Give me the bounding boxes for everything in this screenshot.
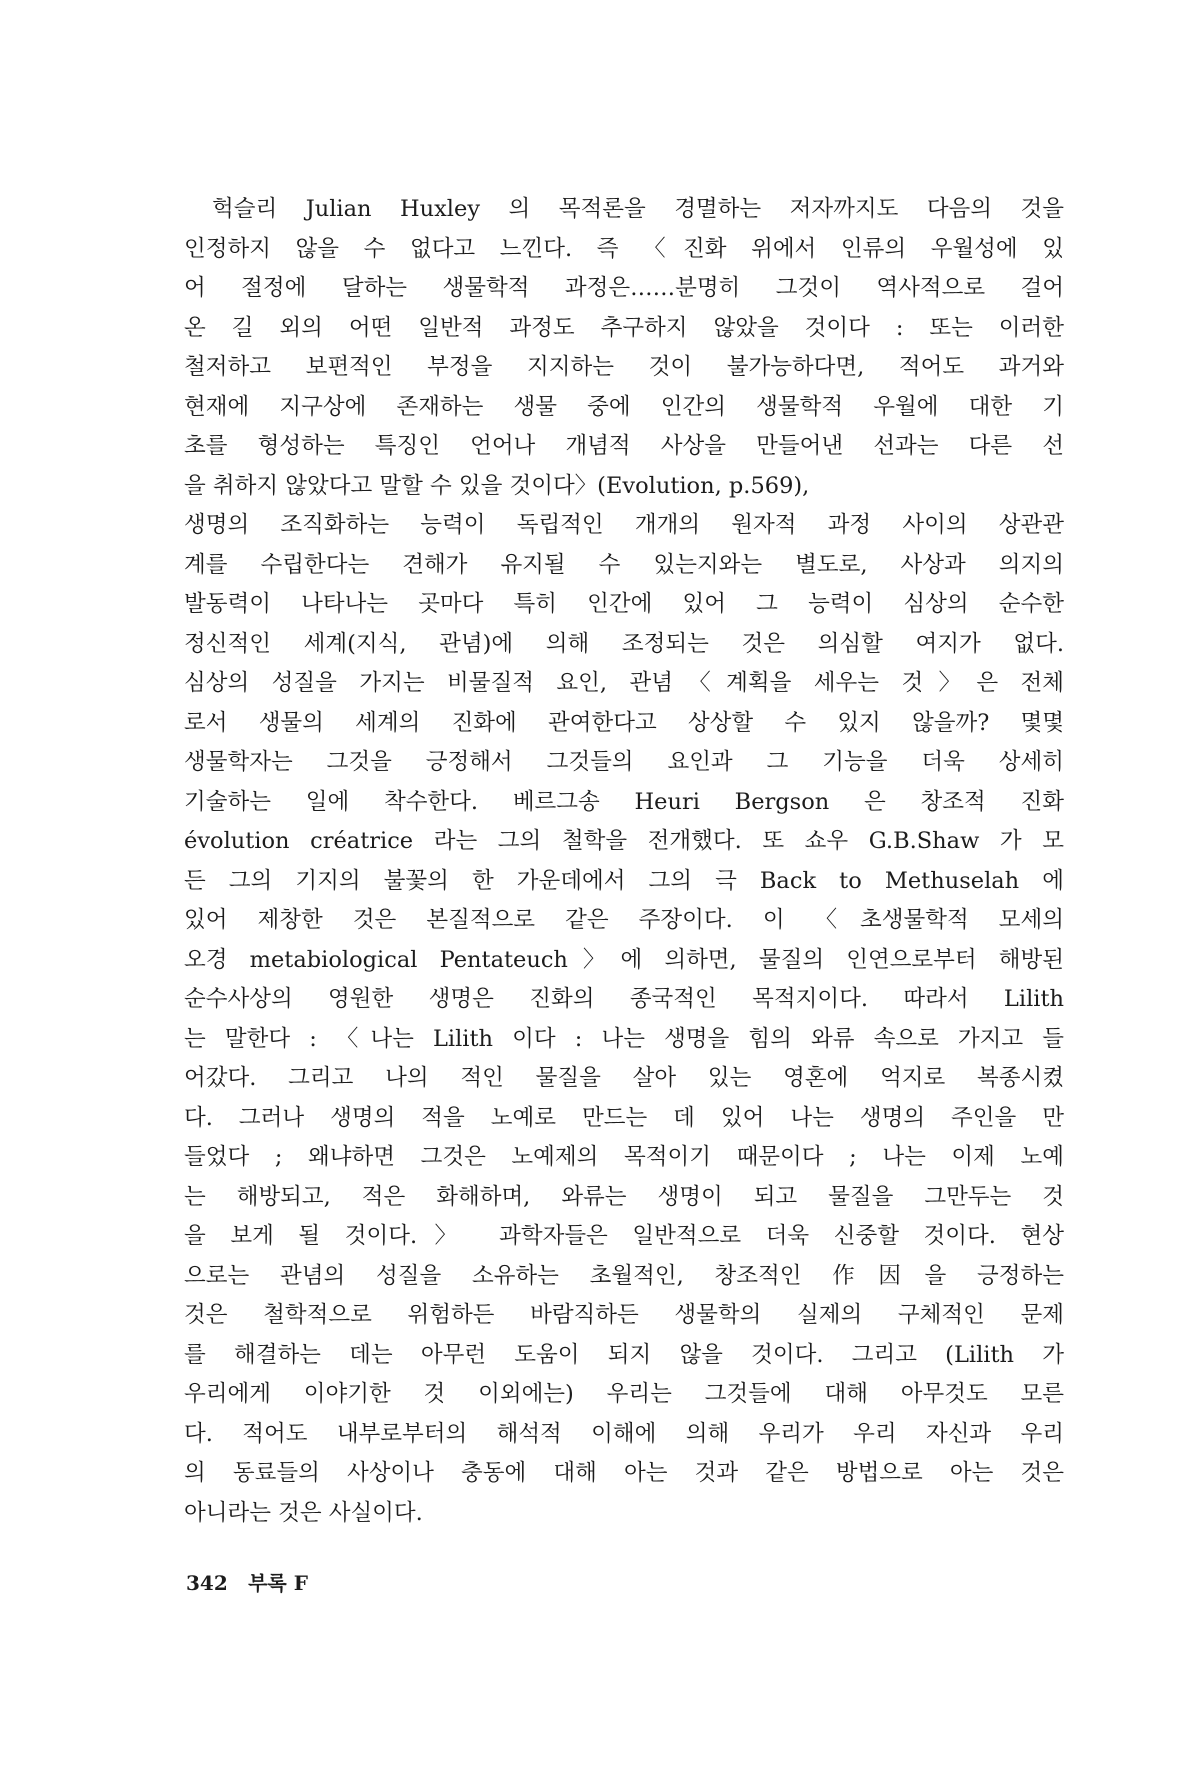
text-line: 인정하지 않을 수 없다고 느낀다. 즉 〈진화 위에서 인류의 우월성에 있: [184, 235, 1064, 262]
text-line: 순수사상의 영원한 생명은 진화의 종국적인 목적지이다. 따라서 Lilith: [184, 986, 1064, 1012]
text-line: 로서 생물의 세계의 진화에 관여한다고 상상할 수 있지 않을까? 몇몇: [184, 709, 1064, 736]
text-line: évolution créatrice 라는 그의 철학을 전개했다. 또 쇼우 G.B.Shaw 가 모: [184, 828, 1064, 854]
text-line: 생물학자는 그것을 긍정해서 그것들의 요인과 그 기능을 더욱 상세히: [184, 749, 1064, 775]
text-line: 정신적인 세계(지식, 관념)에 의해 조정되는 것은 의심할 여지가 없다.: [184, 630, 1064, 657]
text-line: 것은 철학적으로 위험하든 바람직하든 생물학의 실제의 구체적인 문제: [184, 1302, 1064, 1328]
text-line: 발동력이 나타나는 곳마다 특히 인간에 있어 그 능력이 심상의 순수한: [184, 591, 1064, 617]
page-number: 342: [186, 1571, 228, 1595]
text-line: 어 절정에 달하는 생물학적 과정은……분명히 그것이 역사적으로 걸어: [184, 275, 1064, 301]
text-line: 오경 metabiological Pentateuch〉에 의하면, 물질의 인연으로부터 해방된: [184, 946, 1064, 973]
text-line: 초를 형성하는 특징인 언어나 개념적 사상을 만들어낸 선과는 다른 선: [184, 433, 1064, 459]
text-line: 현재에 지구상에 존재하는 생물 중에 인간의 생물학적 우월에 대한 기: [184, 393, 1064, 420]
text-line: 기술하는 일에 착수한다. 베르그송 Heuri Bergson 은 창조적 진화: [184, 788, 1064, 815]
section-label: 부록 F: [248, 1571, 308, 1595]
text-line: 는 말한다 : 〈나는 Lilith 이다 : 나는 생명을 힘의 와류 속으로 가지고 들: [184, 1025, 1064, 1052]
body-text: [184, 190, 1064, 1533]
text-line: 있어 제창한 것은 본질적으로 같은 주장이다. 이 〈초생물학적 모세의: [184, 907, 1064, 933]
text-line: 으로는 관념의 성질을 소유하는 초월적인, 창조적인 作因을 긍정하는: [184, 1262, 1064, 1289]
text-line: 다. 적어도 내부로부터의 해석적 이해에 의해 우리가 우리 자신과 우리: [184, 1420, 1064, 1447]
text-line: 계를 수립한다는 견해가 유지될 수 있는지와는 별도로, 사상과 의지의: [184, 551, 1064, 578]
text-line: 온 길 외의 어떤 일반적 과정도 추구하지 않았을 것이다 : 또는 이러한: [184, 314, 1064, 341]
page-footer: [186, 1567, 308, 1596]
text-line: 을 취하지 않았다고 말할 수 있을 것이다〉(Evolution, p.569),: [184, 472, 810, 499]
text-line: 우리에게 이야기한 것 이외에는) 우리는 그것들에 대해 아무것도 모른: [184, 1381, 1064, 1407]
text-line: 아니라는 것은 사실이다.: [184, 1499, 423, 1526]
text-line: 생명의 조직화하는 능력이 독립적인 개개의 원자적 과정 사이의 상관관: [184, 512, 1064, 538]
text-line: 는 해방되고, 적은 화해하며, 와류는 생명이 되고 물질을 그만두는 것: [184, 1183, 1064, 1210]
text-line: 다. 그러나 생명의 적을 노예로 만드는 데 있어 나는 생명의 주인을 만: [184, 1104, 1064, 1131]
text-line: 헉슬리 Julian Huxley 의 목적론을 경멸하는 저자까지도 다음의 것을: [212, 196, 1064, 222]
text-line: 든 그의 기지의 불꽃의 한 가운데에서 그의 극 Back to Methuselah 에: [184, 867, 1064, 894]
text-line: 어갔다. 그리고 나의 적인 물질을 살아 있는 영혼에 억지로 복종시켰: [184, 1065, 1064, 1091]
text-line: 들었다 ; 왜냐하면 그것은 노예제의 목적이기 때문이다 ; 나는 이제 노예: [184, 1144, 1064, 1170]
text-line: 심상의 성질을 가지는 비물질적 요인, 관념〈계획을 세우는 것〉은 전체: [184, 670, 1064, 696]
text-line: 을 보게 될 것이다.〉 과학자들은 일반적으로 더욱 신중할 것이다. 현상: [184, 1223, 1064, 1249]
text-line: 철저하고 보편적인 부정을 지지하는 것이 불가능하다면, 적어도 과거와: [184, 354, 1064, 380]
text-line: 의 동료들의 사상이나 충동에 대해 아는 것과 같은 방법으로 아는 것은: [184, 1460, 1064, 1486]
text-line: 를 해결하는 데는 아무런 도움이 되지 않을 것이다. 그리고 (Lilith 가: [184, 1341, 1064, 1368]
